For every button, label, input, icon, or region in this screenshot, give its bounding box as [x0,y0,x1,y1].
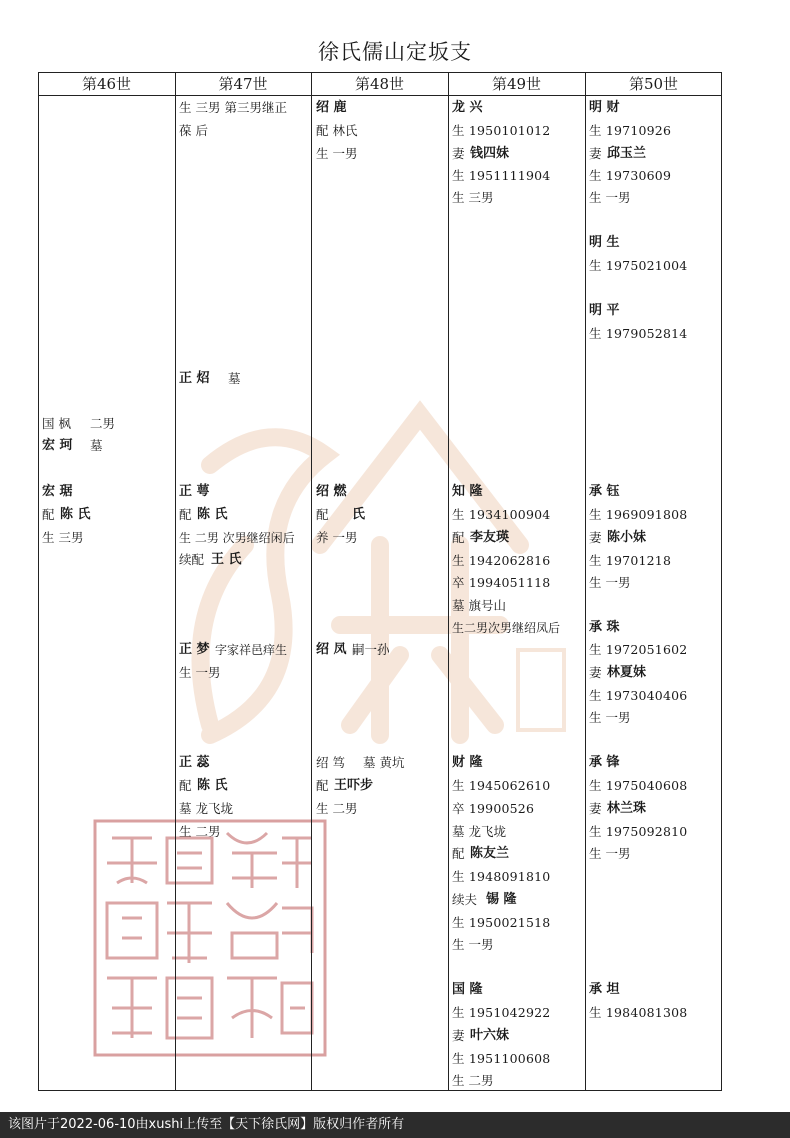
birth-date: 生 1973040406 [589,688,688,703]
person-name: 绍 鹿 [316,100,347,115]
spouse-prefix: 妻 [589,530,602,545]
children-note: 生 三男 第三男继正 [179,100,287,115]
person-name: 财 隆 [452,755,483,770]
spouse-prefix: 配 [42,507,55,522]
spouse-line: 配 林氏 [316,123,358,138]
spouse-name: 陈小妹 [607,530,647,545]
spouse-prefix: 妻 [589,146,602,161]
spouse-name: 叶六妹 [470,1028,510,1043]
person-name: 国 隆 [452,982,483,997]
spouse-prefix: 妻 [452,146,465,161]
column-header-gen49: 第49世 [491,75,542,93]
children-note: 生 二男 [316,801,358,816]
birth-date: 生 19730609 [589,168,672,183]
copyright-footer: 该图片于2022-06-10由xushi上传至【天下徐氏网】版权归作者所有 [0,1112,790,1138]
person-name: 宏 珂 [42,438,73,453]
spouse-name: 陈 氏 [197,507,228,522]
column-divider [175,72,176,1091]
birth-date: 生 1972051602 [589,642,688,657]
person-name: 绍 凤 [316,642,347,657]
spouse-prefix: 配 [179,778,192,793]
children-note: 生 一男 [589,190,631,205]
children-note: 生 一男 [452,937,494,952]
children-note: 生 三男 [42,530,84,545]
spouse-name: 林兰珠 [607,801,647,816]
birth-date: 生 1975021004 [589,258,688,273]
birth-date: 生 1969091808 [589,507,688,522]
children-note: 生 二男 [179,824,221,839]
birth-date: 生 1942062816 [452,553,551,568]
birth-date: 生 1950021518 [452,915,551,930]
column-header-gen46: 第46世 [81,75,132,93]
person-name: 正 梦 [179,642,210,657]
spouse-name: 陈友兰 [470,846,510,861]
person-name: 明 生 [589,235,620,250]
person-name: 承 珠 [589,620,620,635]
column-divider [448,72,449,1091]
spouse-name: 王 氏 [211,552,242,567]
person-note: 墓 [90,438,103,453]
children-note: 生二男次男继绍凤后 [452,621,561,635]
spouse-prefix: 续配 [179,552,205,567]
column-divider [585,72,586,1091]
person-name: 明 平 [589,303,620,318]
tomb-note: 墓 龙飞垅 [452,824,506,839]
spouse-name: 陈 氏 [197,778,228,793]
column-header-gen50: 第50世 [628,75,679,93]
spouse-prefix: 配 [452,846,465,861]
spouse-prefix: 续夫 [452,892,478,907]
birth-date: 生 1951111904 [452,168,551,183]
children-note: 生 一男 [589,575,631,590]
spouse-prefix: 妻 [452,1028,465,1043]
spouse-name: 陈 氏 [60,507,91,522]
birth-date: 生 1934100904 [452,507,551,522]
person-note: 字家祥邑痒生 [215,643,288,657]
spouse-prefix: 妻 [589,801,602,816]
person-name: 龙 兴 [452,100,483,115]
spouse-name: 锡 隆 [486,892,517,907]
person-name: 绍 笃 [316,755,345,770]
spouse-name: 氏 [352,507,366,522]
children-note: 生 一男 [179,665,221,680]
person-note: 嗣一孙 [352,642,390,657]
column-divider [311,72,312,1091]
person-name: 宏 琚 [42,484,73,499]
spouse-prefix: 配 [452,530,465,545]
person-name: 明 财 [589,100,620,115]
person-name: 正 萼 [179,484,210,499]
death-date: 卒 19900526 [452,801,535,816]
person-name: 绍 燃 [316,484,347,499]
tomb-note: 墓 黄坑 [363,755,405,770]
birth-date: 生 1951100608 [452,1051,551,1066]
spouse-name: 林夏妹 [607,665,647,680]
tomb-note: 墓 旗号山 [452,598,506,613]
children-note: 葆 后 [179,123,208,138]
children-note: 养 一男 [316,530,358,545]
spouse-name: 王吓步 [334,778,374,793]
children-note: 生 二男 [452,1073,494,1088]
children-note: 生 一男 [589,846,631,861]
death-date: 卒 1994051118 [452,575,551,590]
birth-date: 生 1948091810 [452,869,551,884]
spouse-name: 钱四妹 [470,146,510,161]
birth-date: 生 1975092810 [589,824,688,839]
birth-date: 生 19710926 [589,123,672,138]
spouse-prefix: 妻 [589,665,602,680]
birth-date: 生 1951042922 [452,1005,551,1020]
birth-date: 生 1945062610 [452,778,551,793]
spouse-prefix: 配 [179,507,192,522]
spouse-name: 李友瑛 [470,530,510,545]
column-header-gen47: 第47世 [218,75,268,93]
person-name: 正 蕊 [179,755,210,770]
person-note: 二男 [90,416,116,431]
person-name: 承 锋 [589,755,620,770]
spouse-prefix: 配 [316,778,329,793]
birth-date: 生 19701218 [589,553,672,568]
children-note: 生 三男 [452,190,494,205]
person-name: 承 坦 [589,982,620,997]
spouse-prefix: 配 [316,507,329,522]
person-name: 国 枫 [42,416,71,431]
birth-date: 生 1950101012 [452,123,551,138]
person-name: 承 钰 [589,484,620,499]
birth-date: 生 1984081308 [589,1005,688,1020]
page-title: 徐氏儒山定坂支 [318,40,472,64]
column-header-gen48: 第48世 [354,75,405,93]
tomb-note: 墓 龙飞垅 [179,801,233,816]
children-note: 生 一男 [589,710,631,725]
spouse-name: 邱玉兰 [607,146,647,161]
children-note: 生 二男 次男继绍闲后 [179,531,295,545]
children-note: 生 一男 [316,146,358,161]
birth-date: 生 1975040608 [589,778,688,793]
person-name: 正 炤 [179,371,210,386]
person-note: 墓 [228,371,241,386]
person-name: 知 隆 [452,484,483,499]
birth-date: 生 1979052814 [589,326,688,341]
